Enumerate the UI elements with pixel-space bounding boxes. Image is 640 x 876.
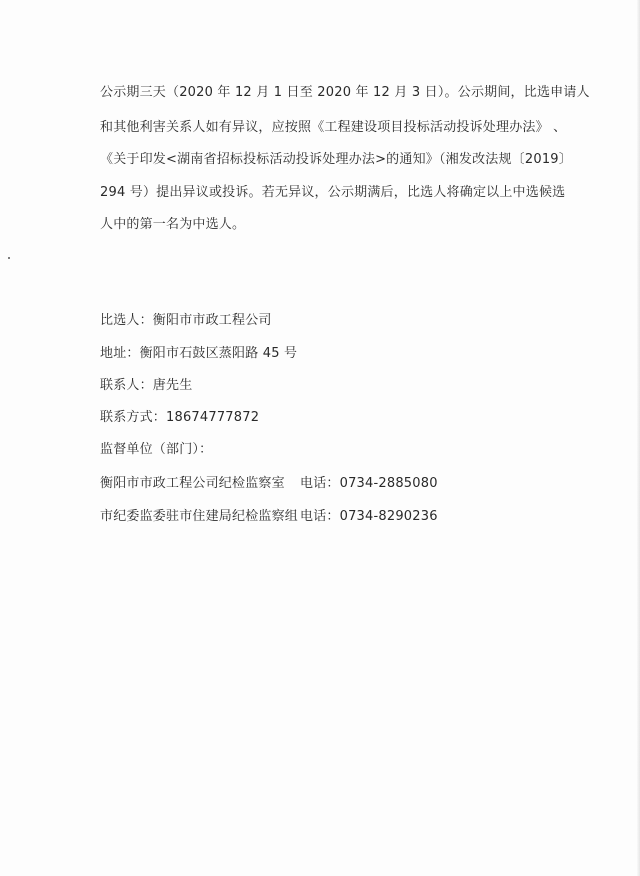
supervision-heading: 监督单位（部门）： (100, 442, 213, 457)
supervision-unit-2-phone: 电话：0734-8290236 (300, 509, 438, 524)
supervision-unit-1-phone: 电话：0734-2885080 (300, 476, 438, 491)
selector-name: 比选人：衡阳市市政工程公司 (100, 313, 272, 328)
contact-person: 联系人：唐先生 (100, 378, 193, 393)
paragraph-line-4: 294 号）提出异议或投诉。若无异议，公示期满后，比选人将确定以上中选候选 (100, 185, 566, 200)
supervision-unit-1: 衡阳市市政工程公司纪检监察室 (100, 476, 285, 491)
supervision-unit-2: 市纪委监委驻市住建局纪检监察组 (100, 509, 299, 524)
paragraph-line-3: 《关于印发<湖南省招标投标活动投诉处理办法>的通知》（湘发改法规〔2019〕 (100, 152, 572, 167)
paragraph-line-2: 和其他利害关系人如有异议，应按照《工程建设项目投标活动投诉处理办法》 、 (100, 120, 567, 135)
paragraph-line-1: 公示期三天（2020 年 12 月 1 日至 2020 年 12 月 3 日）。公示期间，比选申请人 (100, 85, 590, 100)
address: 地址：衡阳市石鼓区蒸阳路 45 号 (100, 346, 298, 361)
contact-phone: 联系方式：18674777872 (100, 410, 260, 425)
paragraph-line-5: 人中的第一名为中选人。 (100, 217, 246, 232)
scan-speck (8, 257, 10, 259)
